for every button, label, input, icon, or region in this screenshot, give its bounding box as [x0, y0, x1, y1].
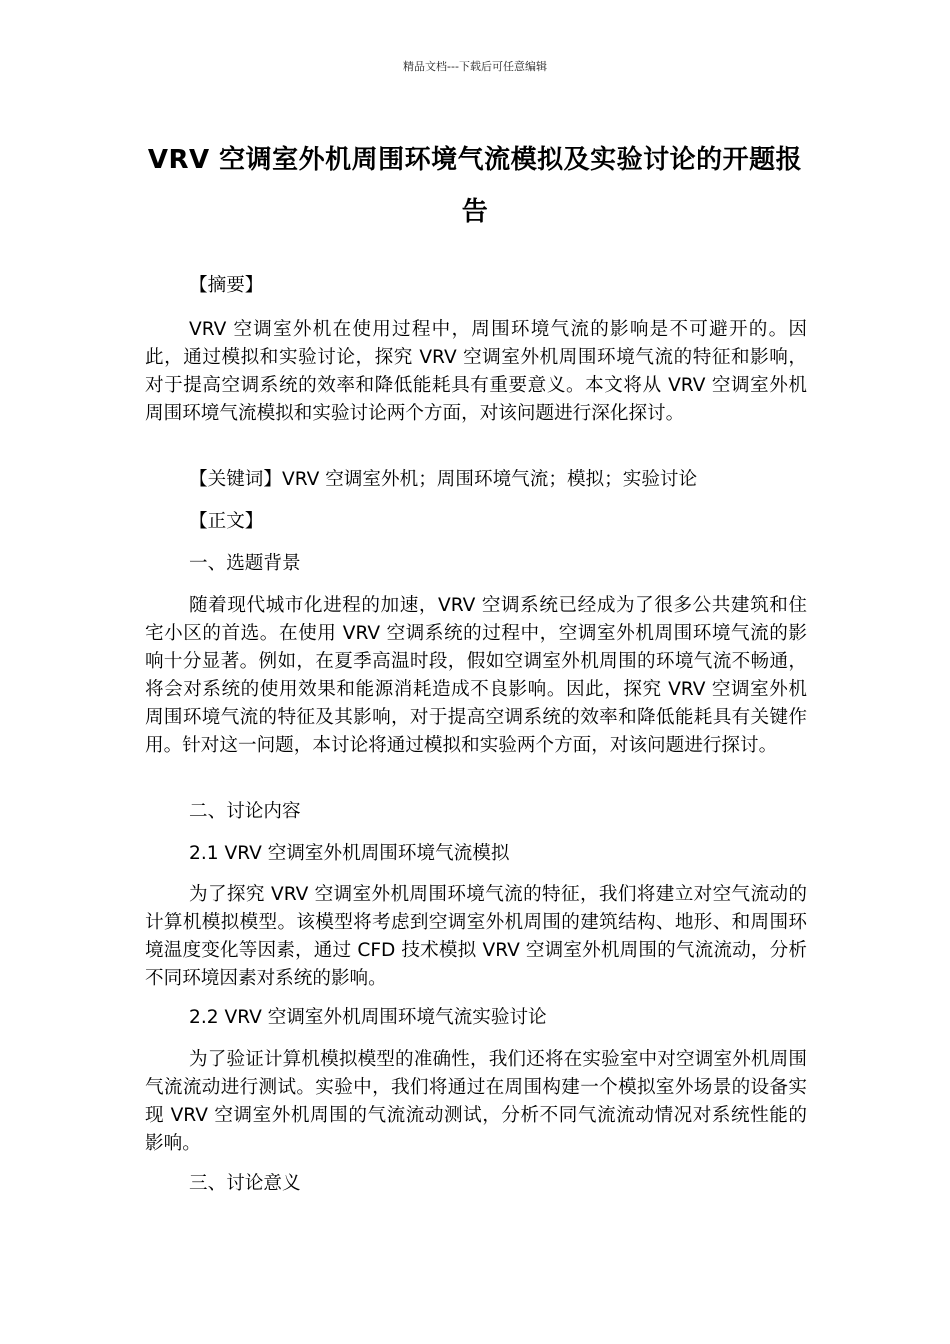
abstract-label: 【摘要】 [189, 275, 264, 296]
abstract-paragraph: VRV 空调室外机在使用过程中，周围环境气流的影响是不可避开的。因此，通过模拟和实验讨论，探究 VRV 空调室外机周围环境气流的特征和影响，对于提高空调系统的效率和降低能耗具有重要意义。本文将从 VRV 空调室外机周围环境气流模拟和实验讨论两个方面，对该问题进行深化探讨。 [145, 319, 807, 424]
section2-1-paragraph: 为了探究 VRV 空调室外机周围环境气流的特征，我们将建立对空气流动的计算机模拟模型。该模型将考虑到空调室外机周围的建筑结构、地形、和周围环境温度变化等因素，通过 CFD 技术模拟 VRV 空调室外机周围的气流流动，分析不同环境因素对系统的影响。 [145, 884, 807, 989]
section2-2-paragraph: 为了验证计算机模拟模型的准确性，我们还将在实验室中对空调室外机周围气流流动进行测试。实验中，我们将通过在周围构建一个模拟室外场景的设备实现 VRV 空调室外机周围的气流流动测试，分析不同气流流动情况对系统性能的影响。 [145, 1049, 807, 1154]
section1-paragraph: 随着现代城市化进程的加速，VRV 空调系统已经成为了很多公共建筑和住宅小区的首选。在使用 VRV 空调系统的过程中，空调室外机周围环境气流的影响十分显著。例如，在夏季高温时段，假如空调室外机周围的环境气流不畅通，将会对系统的使用效果和能源消耗造成不良影响。因此，探究 VRV 空调室外机周围环境气流的特征及其影响，对于提高空调系统的效率和降低能耗具有关键作用。针对这一问题，本讨论将通过模拟和实验两个方面，对该问题进行探讨。 [145, 595, 807, 756]
section1-heading: 一、选题背景 [189, 553, 301, 574]
section2-2-heading: 2.2 VRV 空调室外机周围环境气流实验讨论 [189, 1007, 547, 1028]
keywords-line: 【关键词】VRV 空调室外机；周围环境气流；模拟；实验讨论 [189, 469, 698, 490]
document-title: VRV 空调室外机周围环境气流模拟及实验讨论的开题报告 [147, 145, 803, 227]
section3-heading: 三、讨论意义 [189, 1173, 301, 1194]
body-label: 【正文】 [189, 511, 264, 532]
section2-1-heading: 2.1 VRV 空调室外机周围环境气流模拟 [189, 843, 510, 864]
header-note: 精品文档---下载后可任意编辑 [403, 60, 547, 73]
section2-heading: 二、讨论内容 [189, 801, 301, 822]
